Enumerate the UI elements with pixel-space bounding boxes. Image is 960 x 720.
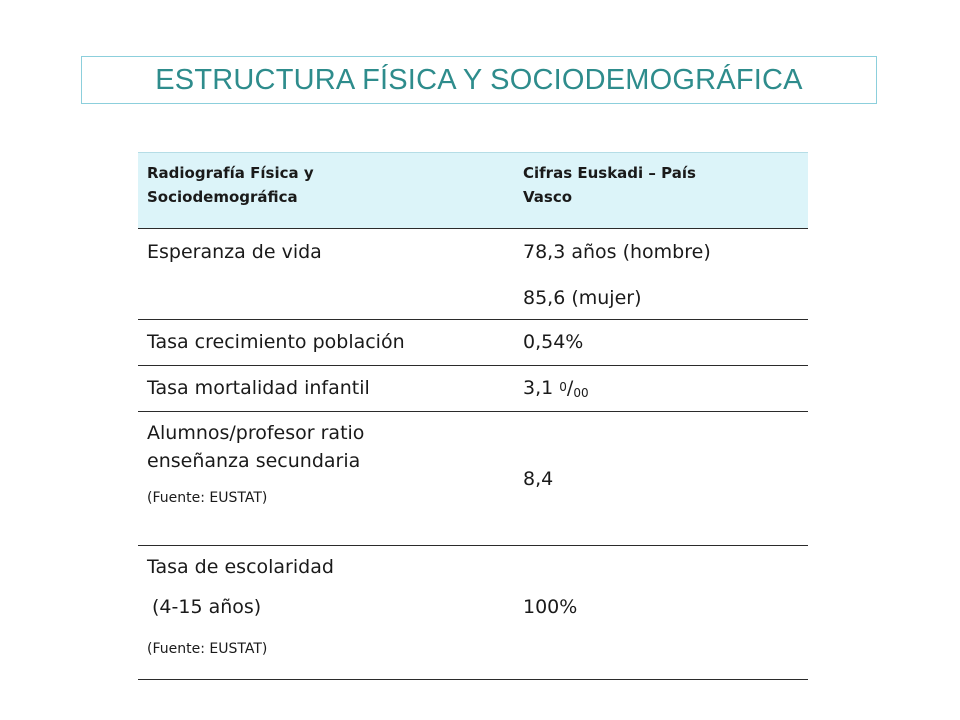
table-row — [138, 229, 808, 320]
source-note: (Fuente: EUSTAT) — [147, 641, 268, 657]
row-label: Tasa mortalidad infantil — [147, 377, 370, 399]
row-value: 78,3 años (hombre) — [523, 241, 711, 263]
table-header-row — [138, 152, 808, 229]
permille-sup: 0 — [559, 380, 567, 394]
row-label: Esperanza de vida — [147, 241, 322, 263]
row-value: 0,54% — [523, 331, 584, 353]
row-value — [523, 375, 803, 403]
row-label: Alumnos/profesor ratio — [147, 422, 365, 444]
row-value: 100% — [523, 596, 578, 618]
table-row — [138, 320, 808, 366]
header-cell-cifras — [523, 161, 803, 209]
row-label: Tasa crecimiento población — [147, 331, 405, 353]
permille-sub: 00 — [573, 386, 589, 400]
row-label: (4-15 años) — [152, 596, 262, 618]
source-note: (Fuente: EUSTAT) — [147, 490, 268, 506]
header-text: Sociodemográfica — [147, 188, 298, 206]
title-box — [81, 56, 877, 104]
row-value: 8,4 — [523, 468, 554, 490]
table-row — [138, 412, 808, 546]
row-label: Tasa de escolaridad — [147, 556, 334, 578]
page-title: ESTRUCTURA FÍSICA Y SOCIODEMOGRÁFICA — [155, 63, 803, 96]
table-row — [138, 546, 808, 680]
value-number: 3,1 — [523, 377, 554, 399]
row-value: 85,6 (mujer) — [523, 287, 642, 309]
header-text: Cifras Euskadi – País — [523, 164, 696, 182]
data-table — [138, 152, 808, 680]
table-row — [138, 366, 808, 412]
row-label: enseñanza secundaria — [147, 450, 361, 472]
permille-slash: / — [566, 377, 574, 399]
header-text: Radiografía Física y — [147, 164, 314, 182]
header-text: Vasco — [523, 188, 573, 206]
header-cell-radiografia — [147, 161, 507, 209]
